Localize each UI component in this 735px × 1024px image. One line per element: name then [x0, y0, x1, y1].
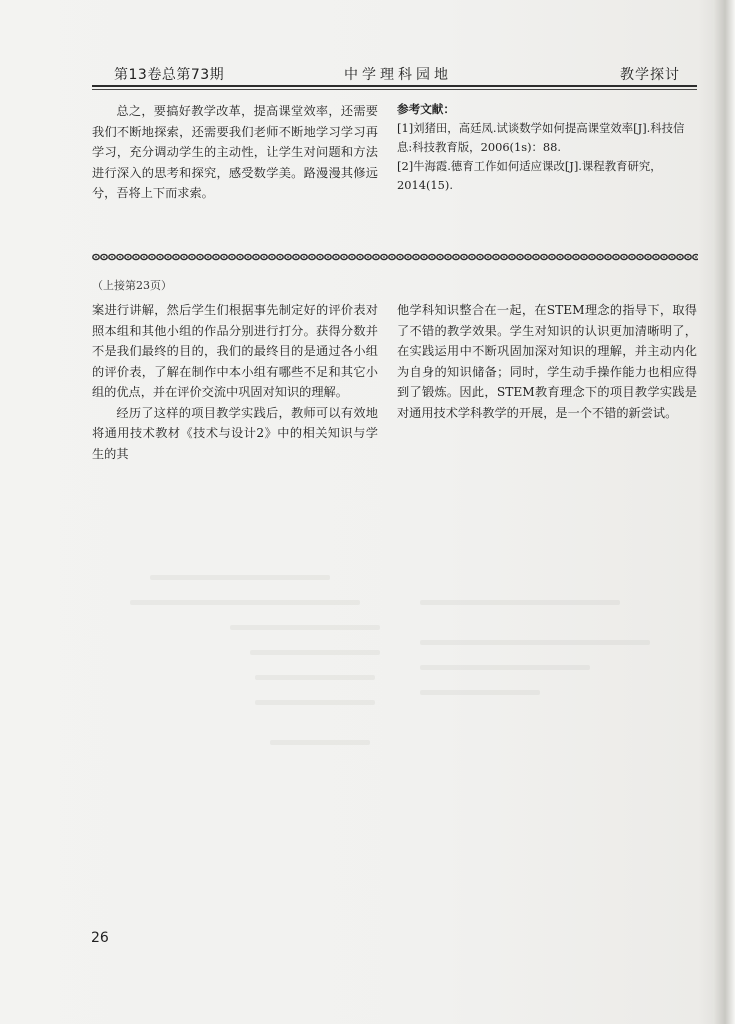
references-section	[397, 100, 697, 195]
show-through-mark	[420, 690, 540, 695]
show-through-mark	[420, 600, 620, 605]
header-issue: 第13卷总第73期	[114, 67, 225, 83]
continued-from-note: （上接第23页）	[92, 279, 172, 292]
show-through-mark	[420, 665, 590, 670]
running-header	[90, 58, 696, 84]
show-through-mark	[230, 625, 380, 630]
reference-item: [1]刘猪田，高廷凤.试谈数学如何提高课堂效率[J].科技信息:科技教育版，2006(1s)：88.	[397, 121, 685, 154]
show-through-mark	[130, 600, 360, 605]
show-through-mark	[250, 650, 380, 655]
show-through-mark	[150, 575, 330, 580]
references-title: 参考文献：	[397, 102, 455, 116]
right-column-text: 他学科知识整合在一起，在STEM理念的指导下，取得了不错的教学效果。学生对知识的认识更加清晰明了，在实践运用中不断巩固加深对知识的理解，并主动内化为自身的知识储备；同时，学生动手操作能力也相应得到了锻炼。因此，STEM教育理念下的项目教学实践是对通用技术学科教学的开展，是一个不错的新尝试。	[397, 303, 697, 420]
page-scan-edge	[713, 0, 735, 1024]
body-paragraph: 经历了这样的项目教学实践后，教师可以有效地将通用技术教材《技术与设计2》中的相关知识与学生的其	[92, 405, 378, 461]
show-through-mark	[255, 675, 375, 680]
page-number: 26	[91, 930, 109, 946]
ornamental-divider	[92, 251, 698, 263]
left-column-text	[92, 300, 378, 464]
header-rule	[92, 85, 697, 87]
header-rule-thin	[92, 89, 697, 90]
show-through-mark	[420, 640, 650, 645]
header-journal-title: 中学理科园地	[344, 67, 452, 83]
header-section: 教学探讨	[620, 67, 680, 83]
reference-item: [2]牛海霞.德育工作如何适应课改[J].课程教育研究，2014(15).	[397, 159, 662, 192]
show-through-mark	[270, 740, 370, 745]
continuation-paragraph: 案进行讲解，然后学生们根据事先制定好的评价表对照本组和其他小组的作品分别进行打分。获得分数并不是我们最终的目的，我们的最终目的是通过各小组的评价表，了解在制作中本小组有哪些不足和其它小组的优点，并在评价交流中巩固对知识的理解。	[92, 303, 378, 399]
show-through-mark	[255, 700, 375, 705]
closing-paragraph: 总之，要搞好教学改革，提高课堂效率，还需要我们不断地探索，还需要我们老师不断地学习学习再学习，充分调动学生的主动性，让学生对问题和方法进行深入的思考和探究，感受数学美。路漫漫其修远兮，吾将上下而求索。	[92, 104, 378, 200]
